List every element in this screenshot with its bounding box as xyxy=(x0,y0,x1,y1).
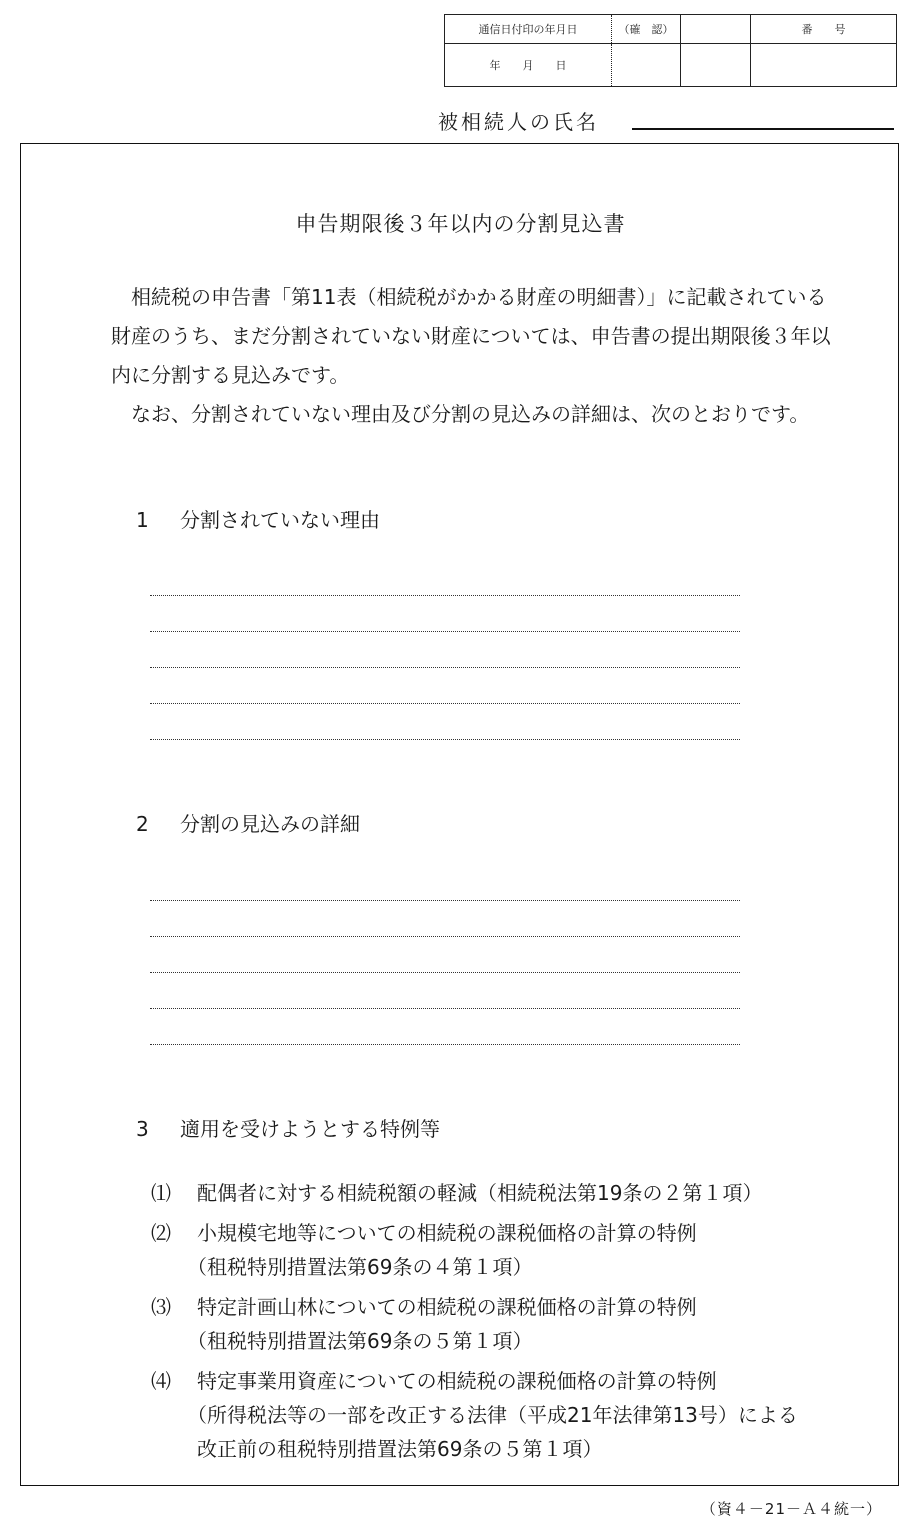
provision-item[interactable] xyxy=(151,1176,851,1210)
stamp-date-field[interactable]: 年 月 日 xyxy=(445,44,612,87)
section-number: 3 xyxy=(136,1117,149,1141)
stamp-confirm-field-2[interactable] xyxy=(681,44,751,87)
reason-entry-line[interactable] xyxy=(150,595,740,596)
stamp-date-header: 通信日付印の年月日 xyxy=(445,15,612,44)
details-entry-line[interactable] xyxy=(150,936,740,937)
section-title: 適用を受けようとする特例等 xyxy=(180,1117,440,1141)
provision-title: 小規模宅地等についての相続税の課税価格の計算の特例 xyxy=(197,1221,697,1245)
section-number: 2 xyxy=(136,812,149,836)
stamp-confirm-header: （確 認） xyxy=(612,15,681,44)
provision-title: 特定計画山林についての相続税の課税価格の計算の特例 xyxy=(197,1295,697,1319)
intro-paragraph: 相続税の申告書「第11表（相続税がかかる財産の明細書）」に記載されている財産のうち、まだ分割されていない財産については、申告書の提出期限後３年以内に分割する見込みです。 xyxy=(111,285,831,387)
form-body xyxy=(20,143,899,1486)
section-heading-special-provisions xyxy=(136,1113,440,1142)
provision-item[interactable] xyxy=(151,1290,851,1358)
section-heading-reason xyxy=(136,504,380,533)
provision-reference: 改正前の租税特別措置法第69条の５第１項） xyxy=(197,1437,603,1461)
details-entry-area[interactable] xyxy=(150,900,740,1080)
reason-entry-line[interactable] xyxy=(150,631,740,632)
section-number: 1 xyxy=(136,508,149,532)
section-title: 分割されていない理由 xyxy=(180,508,380,532)
provision-marker: ⑵ xyxy=(151,1221,171,1245)
provision-marker: ⑶ xyxy=(151,1295,171,1319)
stamp-confirm-blank-header xyxy=(681,15,751,44)
form-code: （資４－21－Ａ４統一） xyxy=(700,1500,882,1518)
intro-paragraph: なお、分割されていない理由及び分割の見込みの詳細は、次のとおりです。 xyxy=(131,402,810,426)
provision-title: 配偶者に対する相続税額の軽減（相続税法第19条の２第１項） xyxy=(197,1181,763,1205)
section-heading-details xyxy=(136,808,360,837)
reason-entry-area[interactable] xyxy=(150,595,740,775)
stamp-table xyxy=(444,14,897,87)
details-entry-line[interactable] xyxy=(150,1008,740,1009)
details-entry-line[interactable] xyxy=(150,972,740,973)
stamp-number-header: 番 号 xyxy=(751,15,897,44)
provision-item[interactable] xyxy=(151,1364,851,1466)
decedent-name-label: 被相続人の氏名 xyxy=(438,110,599,134)
provision-title: 特定事業用資産についての相続税の課税価格の計算の特例 xyxy=(197,1369,717,1393)
details-entry-line[interactable] xyxy=(150,900,740,901)
decedent-name-field[interactable] xyxy=(632,128,894,130)
provision-marker: ⑷ xyxy=(151,1369,171,1393)
details-entry-line[interactable] xyxy=(150,1044,740,1045)
section-title: 分割の見込みの詳細 xyxy=(180,812,360,836)
reason-entry-line[interactable] xyxy=(150,703,740,704)
reason-entry-line[interactable] xyxy=(150,739,740,740)
reason-entry-line[interactable] xyxy=(150,667,740,668)
stamp-number-field[interactable] xyxy=(751,44,897,87)
special-provisions-list xyxy=(151,1176,851,1472)
provision-marker: ⑴ xyxy=(151,1181,171,1205)
provision-item[interactable] xyxy=(151,1216,851,1284)
provision-reference: （租税特別措置法第69条の５第１項） xyxy=(187,1329,533,1353)
stamp-confirm-field[interactable] xyxy=(612,44,681,87)
provision-reference: （租税特別措置法第69条の４第１項） xyxy=(187,1255,533,1279)
intro-text xyxy=(111,278,831,434)
provision-reference: （所得税法等の一部を改正する法律（平成21年法律第13号）による xyxy=(187,1403,798,1427)
document-title: 申告期限後３年以内の分割見込書 xyxy=(295,212,626,236)
